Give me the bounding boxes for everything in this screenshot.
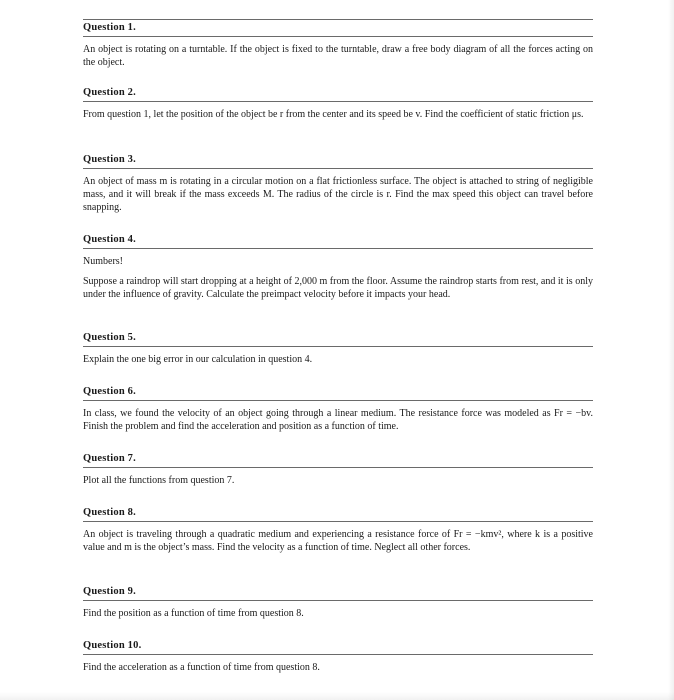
question-title: Question 5. [83, 331, 593, 347]
question-5 [83, 331, 593, 366]
question-body [83, 353, 593, 366]
question-title: Question 2. [83, 86, 593, 102]
question-body [83, 407, 593, 433]
question-body [83, 661, 593, 674]
question-body [83, 528, 593, 554]
question-body [83, 175, 593, 214]
question-8 [83, 506, 593, 554]
question-10 [83, 639, 593, 674]
question-title: Question 10. [83, 639, 593, 655]
question-text: From question 1, let the position of the object be r from the center and its speed be v. Find the coefficient of static friction μs. [83, 109, 584, 120]
question-title: Question 6. [83, 385, 593, 401]
question-body [83, 255, 593, 301]
question-text: Numbers! [83, 256, 123, 267]
question-9 [83, 585, 593, 620]
question-text: Find the acceleration as a function of time from question 8. [83, 662, 320, 673]
question-title: Question 7. [83, 452, 593, 468]
question-title: Question 1. [83, 19, 593, 37]
question-title: Question 3. [83, 153, 593, 169]
question-title: Question 9. [83, 585, 593, 601]
question-1 [83, 19, 593, 69]
question-text: An object is traveling through a quadratic medium and experiencing a resistance force of Fr = −kmv², where k is a positive value and m is the object’s mass. Find the velocity as a function of time. Neglect all other forces. [83, 529, 593, 553]
question-text: Plot all the functions from question 7. [83, 475, 235, 486]
page-edge-shadow [668, 0, 674, 700]
question-text: An object is rotating on a turntable. If the object is fixed to the turntable, draw a free body diagram of all the forces acting on the object. [83, 44, 593, 68]
question-body [83, 108, 593, 121]
question-title: Question 8. [83, 506, 593, 522]
question-2 [83, 86, 593, 121]
question-4 [83, 233, 593, 301]
question-text: Explain the one big error in our calculation in question 4. [83, 354, 313, 365]
question-7 [83, 452, 593, 487]
question-text: In class, we found the velocity of an object going through a linear medium. The resistance force was modeled as Fr = −bv. Finish the problem and find the acceleration and position as a function of time. [83, 408, 593, 432]
question-text: An object of mass m is rotating in a circular motion on a flat frictionless surface. The object is attached to string of negligible mass, and it will break if the mass exceeds M. The radius of the circle is r. Find the max speed this object can travel before snapping. [83, 176, 593, 213]
question-body [83, 607, 593, 620]
page-edge-shadow [0, 692, 674, 700]
question-text: Find the position as a function of time from question 8. [83, 608, 304, 619]
question-title: Question 4. [83, 233, 593, 249]
question-body [83, 43, 593, 69]
question-text: Suppose a raindrop will start dropping at a height of 2,000 m from the floor. Assume the raindrop starts from rest, and it is only under the influence of gravity. Calculate the preimpact velocity before it impacts your head. [83, 276, 593, 300]
question-6 [83, 385, 593, 433]
question-body [83, 474, 593, 487]
question-3 [83, 153, 593, 214]
